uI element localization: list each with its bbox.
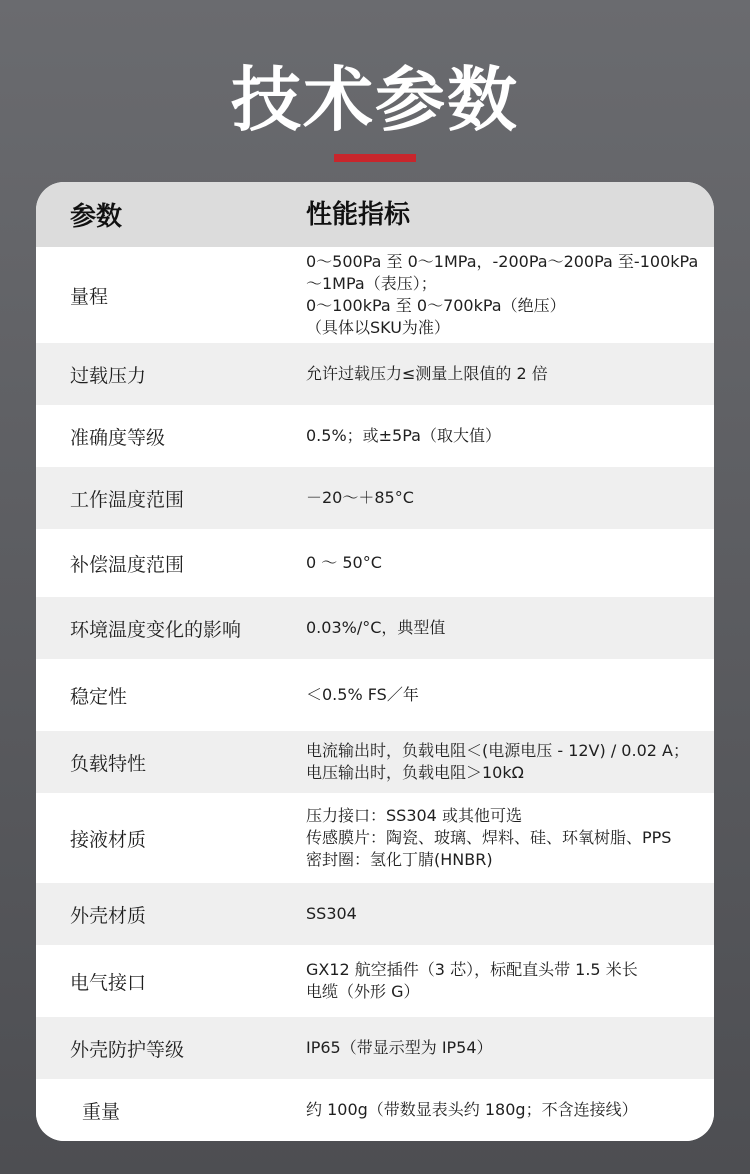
page-title: 技术参数 [231,59,519,141]
spec-value: ＜0.5% FS／年 [306,685,419,704]
table-row [36,945,714,1017]
param-label: 稳定性 [70,685,128,708]
table-row [36,1079,714,1141]
table-row [36,467,714,529]
title-underline [334,154,416,162]
spec-value: SS304 [306,904,357,923]
table-row [36,793,714,883]
param-label: 负载特性 [70,752,147,775]
param-label: 电气接口 [70,971,147,994]
param-label: 量程 [70,285,109,308]
table-row [36,1017,714,1079]
spec-value: －20～＋85°C [306,488,414,507]
spec-table [36,182,714,1141]
table-row [36,883,714,945]
header-spec: 性能指标 [306,199,411,230]
table-row [36,597,714,659]
spec-value: 0.03%/°C，典型值 [306,618,446,637]
table-row [36,247,714,343]
param-label: 外壳防护等级 [70,1038,185,1061]
spec-value: 0.5%；或±5Pa（取大值） [306,426,501,445]
spec-value: 电流输出时，负载电阻＜(电源电压 - 12V) / 0.02 A； 电压输出时，负载电阻＞10kΩ [306,741,689,782]
table-row [36,405,714,467]
spec-value: IP65（带显示型为 IP54） [306,1038,493,1057]
table-row [36,343,714,405]
spec-value: 压力接口：SS304 或其他可选 传感膜片：陶瓷、玻璃、焊料、硅、环氧树脂、PPS 密封圈：氢化丁腈(HNBR) [306,806,672,869]
param-label: 准确度等级 [70,426,166,449]
table-row [36,659,714,731]
spec-value: 允许过载压力≤测量上限值的 2 倍 [306,364,548,383]
param-label: 过载压力 [70,364,147,387]
table-header-row [36,182,714,247]
spec-value: 0～500Pa 至 0～1MPa，-200Pa～200Pa 至-100kPa ～1MPa（表压）； 0～100kPa 至 0～700kPa（绝压） （具体以SKU为准） [306,252,699,337]
param-label: 环境温度变化的影响 [70,618,242,641]
spec-value: 约 100g（带数显表头约 180g；不含连接线） [306,1100,638,1119]
param-label: 工作温度范围 [70,488,185,511]
spec-value: 0 ～ 50°C [306,553,382,572]
table-row [36,529,714,597]
param-label: 接液材质 [70,828,147,851]
table-row [36,731,714,793]
param-label: 重量 [82,1100,121,1123]
spec-value: GX12 航空插件（3 芯），标配直头带 1.5 米长 电缆（外形 G） [306,960,638,1001]
header-param: 参数 [70,202,123,232]
param-label: 外壳材质 [70,904,147,927]
param-label: 补偿温度范围 [70,553,185,576]
